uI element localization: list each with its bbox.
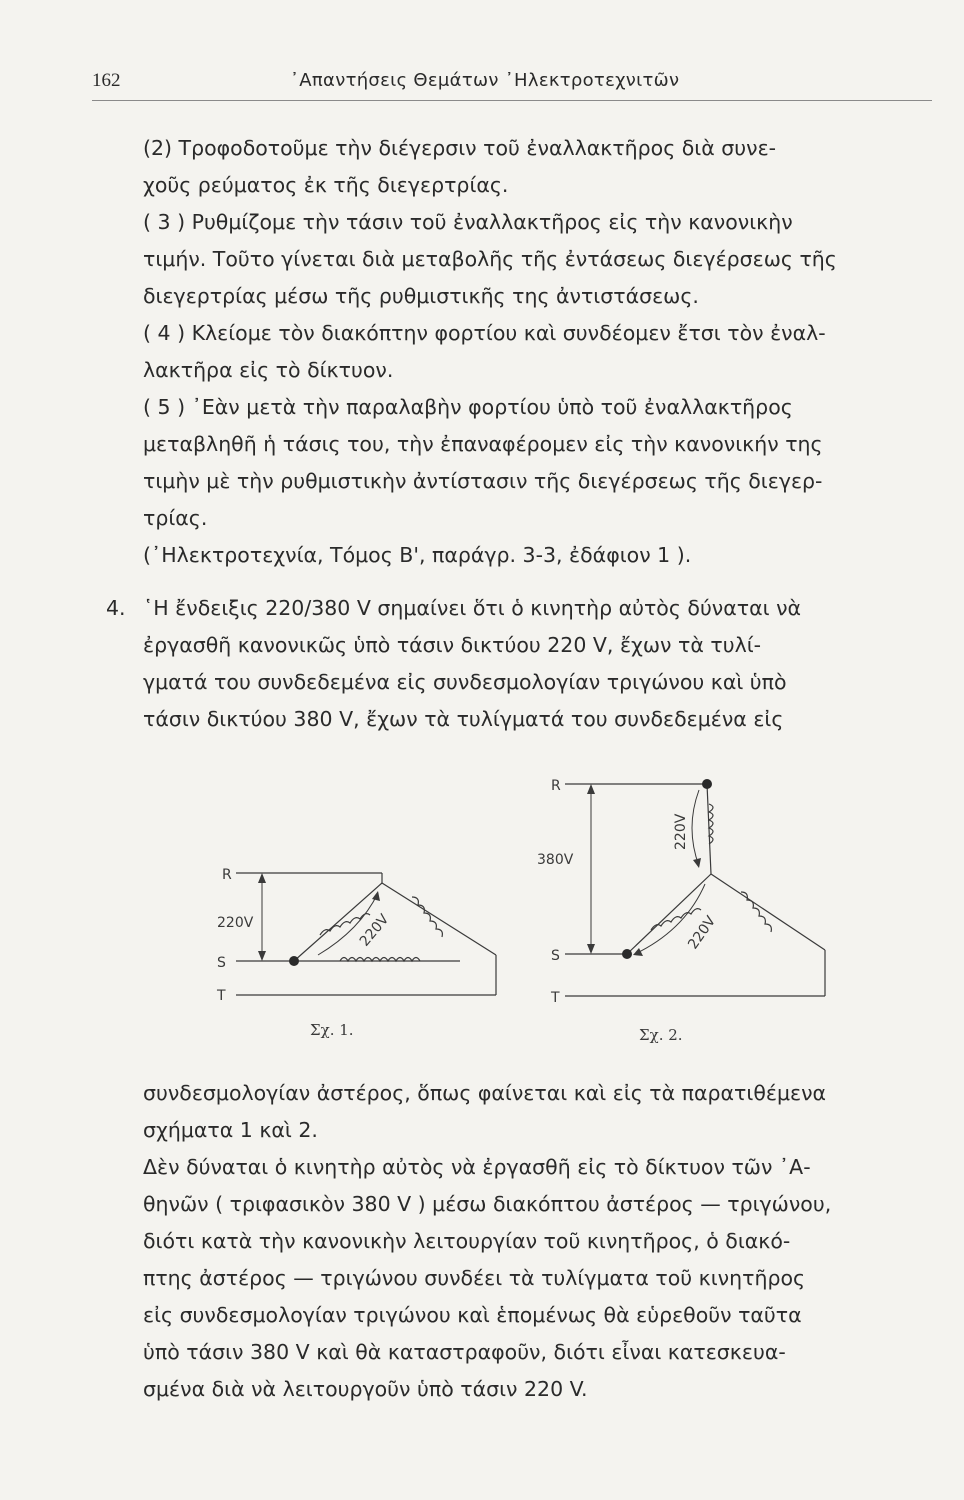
- page-header: [92, 70, 932, 104]
- item-number: 4.: [106, 596, 126, 620]
- text-line: μεταβληθῆ ἡ τάσις του, τὴν ἐπαναφέρομεν εἰς τὴν κανονικήν της: [143, 432, 823, 456]
- text-line: εἰς συνδεσμολογίαν τριγώνου καὶ ἑπομένως θὰ εὑρεθοῦν ταῦτα: [143, 1303, 802, 1327]
- node-s: [289, 956, 299, 966]
- coil-voltage-arrow-top: [692, 790, 699, 866]
- node-s: [622, 949, 632, 959]
- winding-right: [382, 883, 496, 955]
- text-line: (2) Τροφοδοτοῦμε τὴν διέγερσιν τοῦ ἐναλλακτῆρος διὰ συνε-: [143, 136, 777, 160]
- node-r: [702, 779, 712, 789]
- label-r: R: [551, 778, 561, 794]
- text-line: χοῦς ρεύματος ἐκ τῆς διεγερτρίας.: [143, 173, 509, 197]
- text-block-bottom: [143, 1075, 938, 1408]
- arrow-head-up: [258, 873, 266, 883]
- text-line: συνδεσμολογίαν ἀστέρος, ὅπως φαίνεται καὶ εἰς τὰ παρατιθέμενα: [143, 1081, 827, 1105]
- running-title: ᾿Απαντήσεις Θεμάτων ᾿Ηλεκτροτεχνιτῶν: [290, 70, 680, 91]
- coil-right-icon: [412, 897, 442, 937]
- text-line: γματά του συνδεδεμένα εἰς συνδεσμολογίαν τριγώνου καὶ ὑπὸ: [143, 670, 787, 694]
- coil-voltage-label-left: 220V: [685, 913, 720, 953]
- text-line: διότι κατὰ τὴν κανονικὴν λειτουργίαν τοῦ κινητῆρος, ὁ διακό-: [143, 1229, 791, 1253]
- figure-1-delta-diagram: [200, 855, 520, 1045]
- coil-voltage-label-top: 220V: [673, 813, 689, 850]
- text-line: θηνῶν ( τριφασικὸν 380 V ) μέσω διακόπτου ἀστέρος — τριγώνου,: [143, 1192, 832, 1216]
- text-line: ( 5 ) ᾿Εὰν μετὰ τὴν παραλαβὴν φορτίου ὑπὸ τοῦ ἐναλλακτῆρος: [143, 395, 793, 419]
- text-line: διεγερτρίας μέσω τῆς ρυθμιστικῆς της ἀντιστάσεως.: [143, 284, 699, 308]
- header-rule: [92, 100, 932, 101]
- text-line: λακτῆρα εἰς τὸ δίκτυον.: [143, 358, 394, 382]
- coil-voltage-label: 220V: [356, 911, 393, 950]
- text-line: πτης ἀστέρος — τριγώνου συνδέει τὰ τυλίγματα τοῦ κινητῆρος: [143, 1266, 806, 1290]
- label-t: T: [217, 988, 226, 1004]
- coil-right-icon: [741, 892, 771, 932]
- arrow-head-down: [587, 944, 595, 954]
- winding-right: [711, 874, 825, 950]
- arrow-head-down: [258, 951, 266, 961]
- text-line: σμένα διὰ νὰ λειτουργοῦν ὑπὸ τάσιν 220 V.: [143, 1377, 588, 1401]
- item4-paragraph: [143, 590, 938, 738]
- text-block-top: [143, 130, 938, 574]
- text-line: ῾Η ἔνδειξις 220/380 V σημαίνει ὅτι ὁ κινητὴρ αὐτὸς δύναται νὰ: [143, 596, 802, 620]
- text-line: τιμήν. Τοῦτο γίνεται διὰ μεταβολῆς τῆς ἐντάσεως διεγέρσεως τῆς: [143, 247, 837, 271]
- coil-arrow-head-left: [633, 948, 643, 956]
- label-r: R: [222, 867, 232, 883]
- coil-arrow-head: [372, 891, 380, 901]
- figure-2-star-diagram: [535, 770, 845, 1045]
- coil-arrow-head-top: [693, 858, 701, 868]
- text-line: τιμὴν μὲ τὴν ρυθμιστικὴν ἀντίστασιν τῆς διεγέρσεως τῆς διεγερ-: [143, 469, 823, 493]
- voltage-label: 220V: [217, 915, 254, 931]
- label-s: S: [551, 948, 560, 964]
- text-line: τρίας.: [143, 506, 208, 530]
- figure-1-caption: Σχ. 1.: [310, 1021, 354, 1039]
- text-line: σχήματα 1 καὶ 2.: [143, 1118, 318, 1142]
- text-line: ( 3 ) Ρυθμίζομε τὴν τάσιν τοῦ ἐναλλακτῆρος εἰς τὴν κανονικὴν: [143, 210, 793, 234]
- text-line: ( 4 ) Κλείομε τὸν διακόπτην φορτίου καὶ συνδέομεν ἔτσι τὸν ἐναλ-: [143, 321, 826, 345]
- coil-left-icon: [651, 909, 701, 930]
- arrow-head-up: [587, 784, 595, 794]
- text-line: ἐργασθῆ κανονικῶς ὑπὸ τάσιν δικτύου 220 V, ἔχων τὰ τυλί-: [143, 633, 762, 657]
- voltage-label: 380V: [537, 852, 574, 868]
- text-line: τάσιν δικτύου 380 V, ἔχων τὰ τυλίγματά του συνδεδεμένα εἰς: [143, 707, 784, 731]
- text-line: ὑπὸ τάσιν 380 V καὶ θὰ καταστραφοῦν, διότι εἶναι κατεσκευα-: [143, 1340, 786, 1364]
- text-line: Δὲν δύναται ὁ κινητὴρ αὐτὸς νὰ ἐργασθῆ εἰς τὸ δίκτυον τῶν ᾿Α-: [143, 1155, 811, 1179]
- page-number: 162: [92, 70, 121, 91]
- label-t: T: [551, 990, 560, 1006]
- label-s: S: [217, 955, 226, 971]
- text-line: (᾿Ηλεκτροτεχνία, Τόμος Β', παράγρ. 3-3, ἐδάφιον 1 ).: [143, 543, 692, 567]
- figure-2-caption: Σχ. 2.: [639, 1026, 683, 1044]
